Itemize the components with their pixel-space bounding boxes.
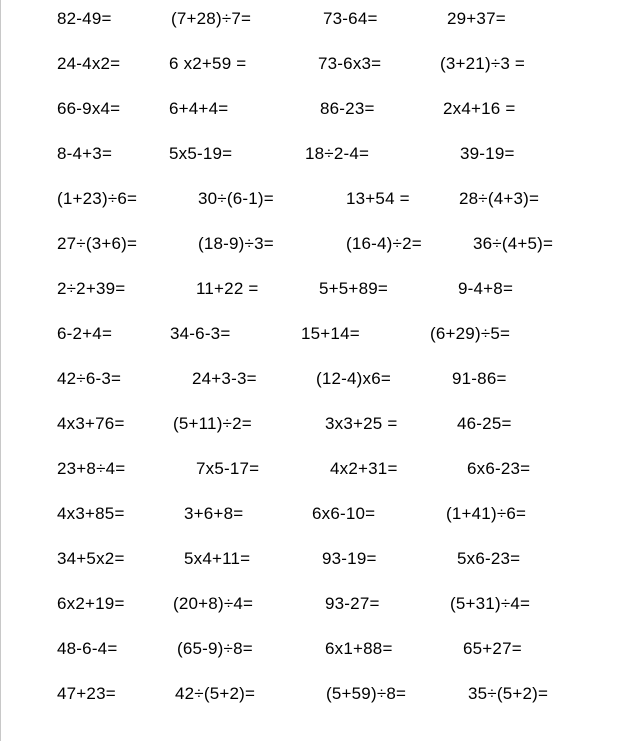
math-problem: 6-2+4= [57,324,113,343]
math-problem: 93-19= [322,549,377,568]
math-problem: 29+37= [447,9,506,28]
math-problem: (20+8)÷4= [173,594,254,613]
math-problem: 86-23= [320,99,375,118]
math-problem: (1+41)÷6= [446,504,527,523]
math-problem: 2x4+16 = [443,99,516,118]
math-problem: (6+29)÷5= [430,324,511,343]
math-problem: 65+27= [463,639,522,658]
math-problem: 47+23= [57,684,116,703]
math-problem: 6x2+19= [57,594,125,613]
math-problem: 46-25= [457,414,512,433]
math-problem: 73-6x3= [318,54,382,73]
math-problem: 6+4+4= [169,99,229,118]
math-problem: 27÷(3+6)= [57,234,138,253]
math-problem: (5+11)÷2= [173,414,252,433]
math-problem: 2÷2+39= [57,279,126,298]
math-problem: 42÷6-3= [57,369,122,388]
math-problem: 34-6-3= [170,324,231,343]
math-problem: 4x2+31= [330,459,398,478]
math-problem: 30÷(6-1)= [198,189,274,208]
math-problem: 82-49= [57,9,112,28]
math-problem: 6x6-23= [467,459,531,478]
math-problem: (12-4)x6= [316,369,392,388]
math-problem: (1+23)÷6= [57,189,138,208]
math-problem: (18-9)÷3= [198,234,274,253]
math-problem: 24-4x2= [57,54,121,73]
math-problem: 3x3+25 = [325,414,398,433]
math-problem: 5+5+89= [319,279,389,298]
math-problem: 6 x2+59 = [169,54,247,73]
math-problem: 15+14= [301,324,360,343]
math-problem: 3+6+8= [184,504,244,523]
math-problem: 4x3+85= [57,504,125,523]
math-problem: 34+5x2= [57,549,125,568]
math-problem: 24+3-3= [192,369,257,388]
math-problem: 8-4+3= [57,144,113,163]
math-problem: 13+54 = [346,189,410,208]
math-problem: (65-9)÷8= [177,639,253,658]
math-problem: 9-4+8= [458,279,514,298]
math-problem: 18÷2-4= [305,144,370,163]
math-problem: 91-86= [452,369,507,388]
math-problem: 39-19= [460,144,515,163]
math-problem: 4x3+76= [57,414,125,433]
math-problem: 35÷(5+2)= [468,684,549,703]
math-problem: 93-27= [325,594,380,613]
math-problem: 5x4+11= [184,549,251,568]
math-problem: 6x1+88= [325,639,393,658]
math-problem: (3+21)÷3 = [440,54,526,73]
math-problem: (5+59)÷8= [326,684,407,703]
math-problem: 36÷(4+5)= [473,234,554,253]
math-problem: 7x5-17= [196,459,260,478]
math-problem: (16-4)÷2= [346,234,422,253]
math-problem: 28÷(4+3)= [459,189,540,208]
math-problem: 23+8÷4= [57,459,126,478]
math-problem: 11+22 = [196,279,259,298]
math-problem: 66-9x4= [57,99,121,118]
math-problem: (7+28)÷7= [171,9,252,28]
math-problem: (5+31)÷4= [450,594,531,613]
math-problem: 5x5-19= [169,144,233,163]
math-problem: 6x6-10= [312,504,376,523]
math-problem: 42÷(5+2)= [175,684,256,703]
math-problem: 48-6-4= [57,639,118,658]
math-problem: 73-64= [323,9,378,28]
math-problem: 5x6-23= [457,549,521,568]
